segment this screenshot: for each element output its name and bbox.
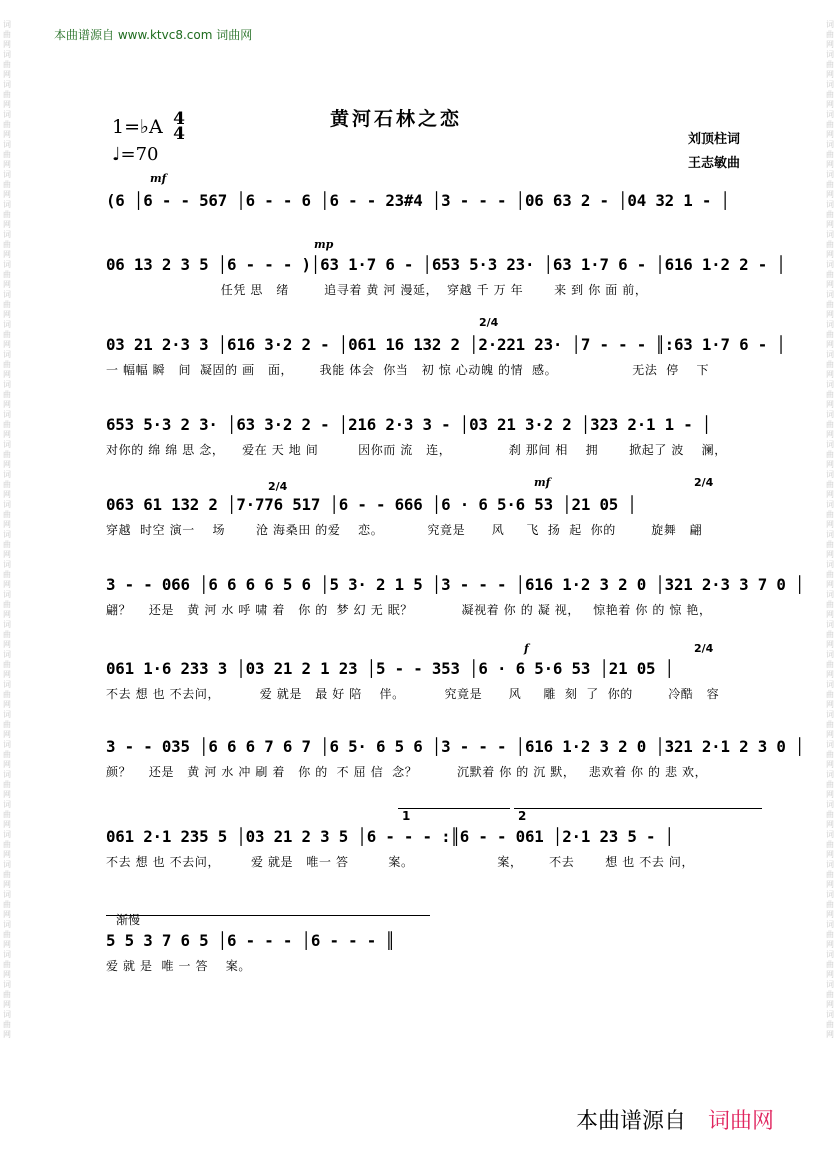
notation-line: (6 │6 - - 567 │6 - - 6 │6 - - 23#4 │3 - - - │06 63 2 - │04 32 1 - │ xyxy=(106,191,730,210)
dynamic-f: f xyxy=(524,642,529,655)
lyric-line: 翩？ 还是 黄 河 水 呼 啸 着 你 的 梦 幻 无 眠？ 凝视着 你 的 凝 视， 惊艳着 你 的 惊 艳， xyxy=(106,603,712,617)
key-signature: 1=♭A xyxy=(112,116,163,138)
tempo-slow-mark: 渐慢 xyxy=(116,913,141,927)
footer-site-link[interactable]: 词曲网 xyxy=(708,1109,775,1134)
lyric-line: 不去 想 也 不去问， 爱 就是 唯一 答 案。 案， 不去 想 也 不去 问， xyxy=(106,855,695,869)
tempo-mark: ♩=70 xyxy=(112,144,159,165)
notation-line: 5 5 3 7 6 5 │6 - - - │6 - - - ║ xyxy=(106,931,395,950)
lyric-line: 一 幅幅 瞬 间 凝固的 画 面， 我能 体会 你当 初 惊 心动魄 的情 感。 无法 停 下 xyxy=(106,363,710,377)
notation-line: 061 1·6 233 3 │03 21 2 1 23 │5 - - 353 │6 · 6 5·6 53 │21 05 │ xyxy=(106,659,674,678)
watermark-left: 词曲网词曲网词曲网词曲网词曲网词曲网词曲网词曲网词曲网词曲网词曲网词曲网词曲网词曲网词曲网词曲网词曲网词曲网词曲网词曲网词曲网词曲网词曲网词曲网词曲网词曲网词曲网词曲网词曲网词曲网词曲网词曲网词曲网词曲网 xyxy=(3,20,11,1039)
time-change-mark: 2/4 xyxy=(694,642,714,655)
score-line xyxy=(106,494,762,538)
dynamic-mp: mp xyxy=(314,238,334,251)
time-change-mark: 2/4 xyxy=(268,480,288,493)
score-line xyxy=(106,658,762,702)
volta-second-ending: 2 xyxy=(514,808,762,823)
notation-line: 3 - - 066 │6 6 6 6 5 6 │5 3· 2 1 5 │3 - - - │616 1·2 3 2 0 │321 2·3 3 7 0 │ xyxy=(106,575,805,594)
score-line xyxy=(106,190,762,218)
lyric-line: 穿越 时空 演一 场 沧 海桑田 的爱 恋。 究竟是 风 飞 扬 起 你的 旋舞 翩 xyxy=(106,523,703,537)
footer-text: 本曲谱源自 xyxy=(576,1109,687,1134)
notation-line: 3 - - 035 │6 6 6 7 6 7 │6 5· 6 5 6 │3 - - - │616 1·2 3 2 0 │321 2·1 2 3 0 │ xyxy=(106,737,805,756)
composer-credit: 王志敏曲 xyxy=(688,156,741,171)
watermark-right: 词曲网词曲网词曲网词曲网词曲网词曲网词曲网词曲网词曲网词曲网词曲网词曲网词曲网词曲网词曲网词曲网词曲网词曲网词曲网词曲网词曲网词曲网词曲网词曲网词曲网词曲网词曲网词曲网词曲网词曲网词曲网词曲网词曲网词曲网 xyxy=(826,20,834,1039)
lyric-line: 不去 想 也 不去问， 爱 就是 最 好 陪 伴。 究竟是 风 雕 刻 了 你的 冷酷 容 xyxy=(106,687,720,701)
song-title: 黄河石林之恋 xyxy=(330,108,463,130)
time-change-mark: 2/4 xyxy=(479,316,499,329)
notation-line: 061 2·1 235 5 │03 21 2 3 5 │6 - - - :║6 - - 061 │2·1 23 5 - │ xyxy=(106,827,674,846)
score-line xyxy=(106,574,805,618)
score-line xyxy=(106,930,762,974)
notation-line: 06 13 2 3 5 │6 - - - )│63 1·7 6 - │653 5·3 23· │63 1·7 6 - │616 1·2 2 - │ xyxy=(106,255,786,274)
notation-line: 063 61 132 2 │7·776 517 │6 - - 666 │6 · 6 5·6 53 │21 05 │ xyxy=(106,495,637,514)
score-line xyxy=(106,334,786,378)
source-header: 本曲谱源自 www.ktvc8.com 词曲网 xyxy=(54,28,253,42)
score-line xyxy=(106,254,786,298)
notation-line: 653 5·3 2 3· │63 3·2 2 - │216 2·3 3 - │03 21 3·2 2 │323 2·1 1 - │ xyxy=(106,415,712,434)
lyric-line: 任凭 思 绪 追寻着 黄 河 漫延， 穿越 千 万 年 来 到 你 面 前， xyxy=(106,283,648,297)
dynamic-mf: mf xyxy=(534,476,551,489)
time-change-mark: 2/4 xyxy=(694,476,714,489)
meter-top: 4 xyxy=(173,109,185,129)
volta-first-ending: 1 xyxy=(398,808,510,823)
time-signature xyxy=(172,109,186,144)
lyric-line: 对你的 绵 绵 思 念， 爱在 天 地 间 因你而 流 连， 刹 那间 相 拥 掀起了 波 澜， xyxy=(106,443,727,457)
score-line xyxy=(106,414,762,458)
notation-line: 03 21 2·3 3 │616 3·2 2 - │061 16 132 2 │2·221 23· │7 - - - ║:63 1·7 6 - │ xyxy=(106,335,786,354)
lyricist-credit: 刘顶柱词 xyxy=(688,132,741,147)
dynamic-mf: mf xyxy=(150,172,167,185)
score-line xyxy=(106,826,762,870)
lyric-line: 颜？ 还是 黄 河 水 冲 刷 着 你 的 不 屈 信 念？ 沉默着 你 的 沉 默， 悲欢着 你 的 悲 欢， xyxy=(106,765,708,779)
bracket-line xyxy=(106,915,430,916)
lyric-line: 爱 就 是 唯 一 答 案。 xyxy=(106,959,251,973)
footer-source xyxy=(576,1104,774,1135)
meter-bottom: 4 xyxy=(173,124,185,144)
score-line xyxy=(106,736,805,780)
